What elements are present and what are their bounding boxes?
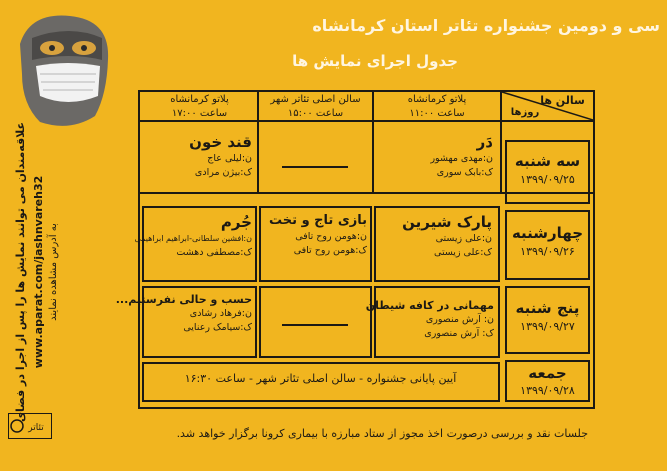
show-ghand-khoon: قند خون ن:لیلی عاج ک:بیژن مرادی <box>189 133 252 178</box>
day-tuesday: سه شنبه ۱۳۹۹/۰۹/۲۵ <box>505 140 590 204</box>
sidebar-line-3: به آدرس مشاهده نمایند <box>48 223 59 321</box>
venue-header-1: پلاتو کرمانشاه ساعت ۱۱:۰۰ <box>407 94 467 119</box>
aparat-link[interactable]: www.aparat.com/jashnvareh32 <box>32 175 45 369</box>
day-wednesday: چهارشنبه ۱۳۹۹/۰۹/۲۶ <box>505 210 590 280</box>
no-show-dash <box>282 324 348 326</box>
show-hasbo-hali: حسب و حالی نفرستیم... ن:فرهاد رشادی ک:سیامک رعنایی <box>115 293 252 333</box>
corner-halls: سالن ها <box>540 94 585 107</box>
sidebar-line-1: علاقه‌مندان می توانند نمایش ها را پس از اجرا در فضای <box>14 121 27 423</box>
show-dar: دَر ن:مهدی مهشور ک:بابک سوری <box>430 133 493 178</box>
critique-notice: جلسات نقد و بررسی درصورت اخذ مجوز از ستاد مبارزه با بیماری کرونا برگزار خواهد شد. <box>176 427 588 440</box>
show-jorm: جُرم ن:افشین سلطانی-ابراهیم ابراهیمی ک:مصطفی دهشت <box>134 213 252 258</box>
day-thursday: پنج شنبه ۱۳۹۹/۰۹/۲۷ <box>505 286 590 354</box>
schedule-subtitle: جدول اجرای نمایش ها <box>292 52 458 70</box>
venue-header-2: سالن اصلی تئاتر شهر ساعت ۱۵:۰۰ <box>270 94 361 119</box>
no-show-dash <box>282 166 348 168</box>
cell-box-r3c2 <box>259 286 372 358</box>
theatre-logo <box>8 413 52 439</box>
corner-days: روزها <box>510 107 540 118</box>
day-friday: جمعه ۱۳۹۹/۰۹/۲۸ <box>505 360 590 402</box>
show-park-shirin: پارک شیرین ن:علی زیستی ک:علی زیستی <box>402 213 492 258</box>
show-game-of-thrones: بازی تاج و تخت ن:هومن روح تافی ک:هومن روح تافی <box>269 213 367 256</box>
closing-ceremony: آیین پایانی جشنواره - سالن اصلی تئاتر شهر - ساعت ۱۶:۳۰ <box>184 372 457 385</box>
sidebar-vertical-text <box>6 112 60 432</box>
show-mehmani: مهمانی در کافه شیطان ن: آرش منصوری ک: آرش منصوری <box>365 299 494 339</box>
venue-header-3: پلاتو کرمانشاه ساعت ۱۷:۰۰ <box>170 94 229 119</box>
festival-title: سی و دومین جشنواره تئاتر استان کرمانشاه <box>312 16 660 35</box>
logo-text: تئاتر <box>28 423 44 433</box>
